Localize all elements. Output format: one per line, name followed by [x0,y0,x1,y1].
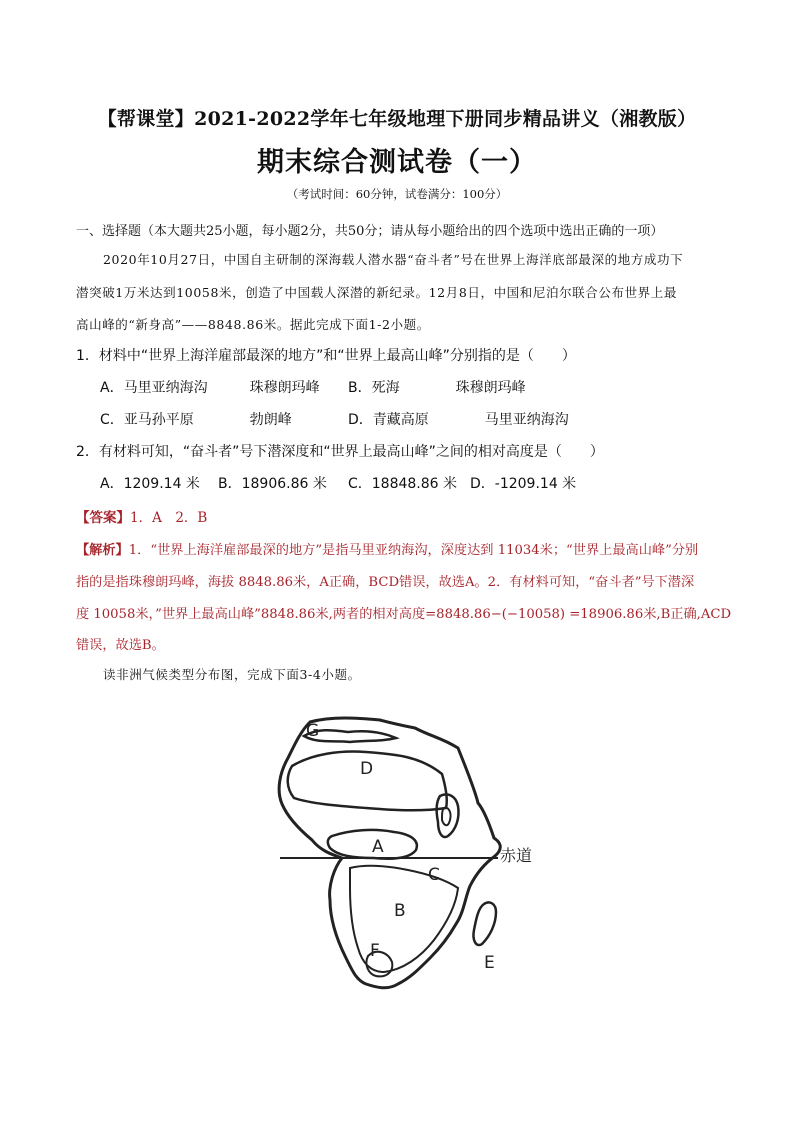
analysis-line-3: 度 10058米，”世界上最高山峰”8848.86米,两者的相对高度=8848.86−(−10058) =18906.86米,B正确,ACD [76,607,732,622]
passage1-line-2: 潜突破1万米达到10058米，创造了中国载人深潜的新纪录。12月8日，中国和尼泊尔联合公布世界上最 [76,285,677,300]
section-heading: 一、选择题（本大题共25小题，每小题2分，共50分；请从每小题给出的四个选项中选出正确的一项） [76,224,664,239]
map-label-d: D [360,759,374,779]
answer-label: 【答案】 [76,510,130,526]
q1-option-c[interactable]: C．亚马孙平原 勃朗峰 [100,412,292,428]
q1-stem: 1．材料中“世界上海洋雇部最深的地方”和“世界上最高山峰”分别指的是（ ） [76,348,576,364]
analysis-line-4: 错误，故选B。 [76,638,165,653]
analysis-label: 【解析】 [76,543,129,558]
q2-option-c[interactable]: C．18848.86 米 [348,476,458,492]
map-label-g: G [306,721,320,741]
q1-option-a[interactable]: A．马里亚纳海沟 珠穆朗玛峰 [100,380,320,396]
passage1-line-3: 高山峰的“新身高”——8848.86米。据此完成下面1-2小题。 [76,317,430,332]
map-label-b: B [394,901,406,921]
map-label-a: A [372,837,384,857]
africa-climate-map [270,708,550,1000]
passage1-line-1: 2020年10月27日，中国自主研制的深海载人潜水器“奋斗者”号在世界上海洋底部最深的地方成功下 [103,252,684,267]
q2-option-d[interactable]: D．-1209.14 米 [470,476,577,492]
q2-stem: 2．有材料可知，“奋斗者”号下潜深度和“世界上最高山峰”之间的相对高度是（ ） [76,444,604,460]
q1-option-b[interactable]: B．死海 珠穆朗玛峰 [348,380,526,396]
analysis-line-2: 指的是指珠穆朗玛峰，海拔 8848.86米，A正确，BCD错误，故选A。2．有材料可知，“奋斗者”号下潜深 [76,575,695,590]
passage2-text: 读非洲气候类型分布图，完成下面3-4小题。 [103,667,361,682]
analysis-text-1: 1．“世界上海洋雇部最深的地方”是指马里亚纳海沟，深度达到 11034米；“世界上最高山峰”分别 [128,543,699,558]
exam-info: （考试时间：60分钟，试卷满分：100分） [286,187,508,201]
zone-highland-inner [442,808,451,826]
equator-label: 赤道 [500,846,533,865]
main-title: 期末综合测试卷（一） [257,147,537,178]
q2-option-a[interactable]: A．1209.14 米 [100,476,200,492]
header-title: 【帮课堂】2021-2022学年七年级地理下册同步精品讲义（湘教版） [97,108,697,130]
answer-text: 1．A 2．B [130,510,208,526]
q2-option-b[interactable]: B．18906.86 米 [218,476,327,492]
q1-option-d[interactable]: D．青藏高原 马里亚纳海沟 [348,412,569,428]
madagascar-outline [473,902,496,945]
map-label-f: F [370,941,380,961]
analysis-line-1 [76,539,698,558]
map-label-e: E [484,953,495,973]
africa-map-svg [270,708,550,1000]
map-label-c: C [428,865,440,885]
answer-line [76,506,207,526]
